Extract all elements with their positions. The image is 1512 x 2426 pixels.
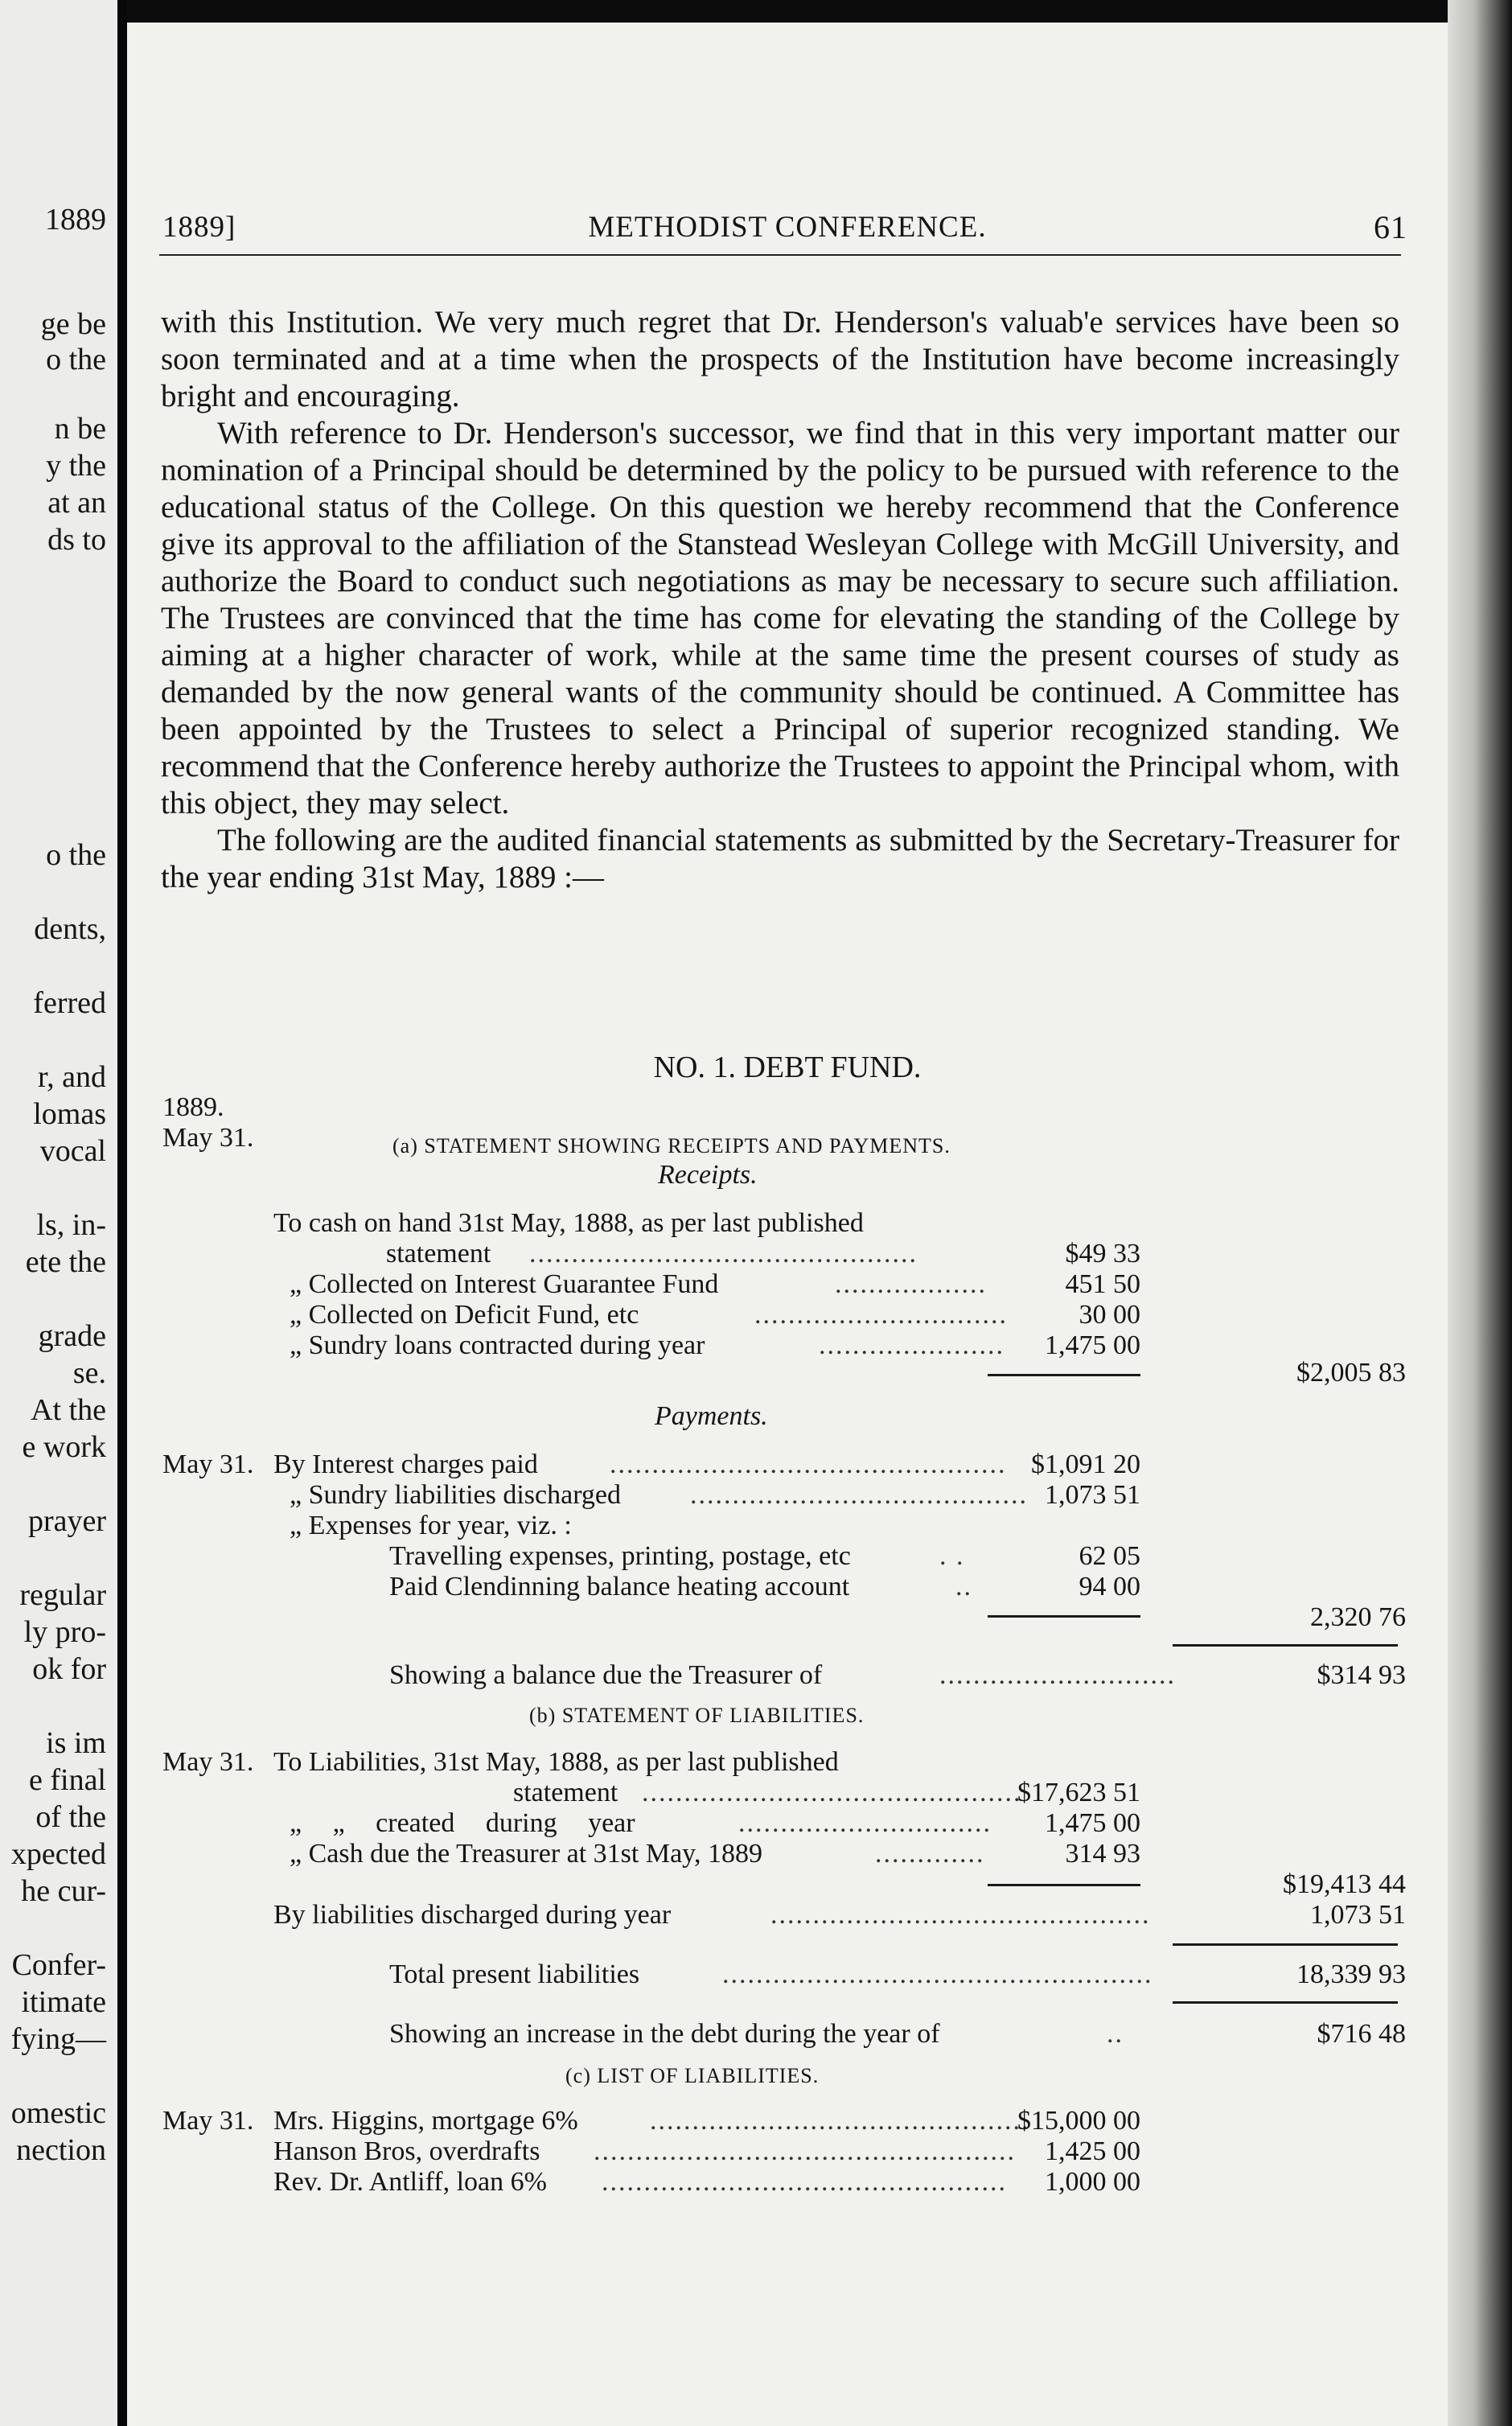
total-label: Total present liabilities [389,1959,640,1989]
liability-list-amount: 1,425 00 [1045,2136,1140,2166]
left-page-fragment: prayer [27,1504,106,1538]
receipt-line: „ Collected on Interest Guarantee Fund [290,1269,719,1299]
discharged-label: By liabilities discharged during year [273,1900,672,1930]
payment-amount: $1,091 20 [1031,1449,1140,1479]
leader-dots: .............................. [738,1808,992,1838]
date-label: May 31. [162,2106,254,2136]
balance-amount: $314 93 [1317,1660,1406,1690]
fund-title: NO. 1. DEBT FUND. [653,1051,922,1084]
discharged-amount: 1,073 51 [1310,1900,1406,1930]
left-page-fragment: vocal [39,1134,106,1168]
year-label: 1889. [162,1092,224,1122]
left-page-fragment: ete the [25,1245,106,1279]
left-page-fragment: ds to [47,523,106,557]
receipts-heading: Receipts. [658,1160,758,1190]
liability-list-amount: 1,000 00 [1045,2167,1140,2197]
leader-dots: ............................ [939,1660,1176,1690]
sum-rule [988,1615,1140,1618]
payment-line: Paid Clendinning balance heating account [389,1572,850,1602]
date-label: May 31. [162,1747,254,1777]
payments-total: 2,320 76 [1310,1602,1406,1632]
receipt-line: „ Sundry loans contracted during year [290,1330,705,1360]
liability-amount: $17,623 51 [1017,1778,1140,1807]
payment-line: „ Expenses for year, viz. : [290,1511,572,1540]
receipt-line: „ Collected on Deficit Fund, etc [290,1300,639,1330]
liability-amount: 1,475 00 [1045,1808,1140,1838]
left-page-fragment: he cur- [21,1874,106,1908]
liability-line: statement [513,1778,618,1807]
date-label: May 31. [162,1123,254,1153]
date-label: May 31. [162,1449,254,1479]
left-page-fragment: is im [46,1726,106,1760]
receipt-amount: 451 50 [1065,1269,1140,1299]
left-page-fragment: grade [38,1319,106,1353]
left-page-fragment: r, and [38,1060,106,1094]
left-page-fragment: At the [31,1393,106,1427]
increase-label: Showing an increase in the debt during the year of [389,2019,940,2049]
left-page-fragment: e work [22,1430,106,1464]
payment-line: Travelling expenses, printing, postage, etc [389,1541,851,1571]
leader-dots: ............. [875,1839,985,1869]
leader-dots: ................................................ [602,2167,1007,2197]
left-page-fragment: o the [46,343,106,376]
leader-dots: ................................................... [722,1959,1153,1989]
leader-dots: .. [955,1572,972,1602]
sum-rule [1173,1644,1398,1647]
left-page-fragment: ls, in- [36,1208,106,1242]
left-page-fragment: o the [46,838,106,872]
liability-amount: 314 93 [1065,1839,1140,1869]
left-page-fragment: Confer- [11,1948,106,1982]
left-page-fragment: ok for [32,1652,106,1686]
receipt-amount: 30 00 [1079,1300,1140,1330]
receipt-line: statement [386,1239,491,1269]
running-head-title: METHODIST CONFERENCE. [588,211,987,244]
leader-dots: .............................. [754,1300,1008,1330]
body-text [161,304,1399,896]
leader-dots: ............................................. [642,1778,1022,1807]
left-page-fragment: ly pro- [23,1615,106,1649]
receipt-amount: $49 33 [1065,1239,1140,1269]
liabilities-subtotal: $19,413 44 [1283,1869,1406,1899]
leader-dots: ............................................... [610,1449,1007,1479]
left-page-fragment: at an [47,486,106,520]
liability-list-item: Hanson Bros, overdrafts [273,2136,540,2166]
left-page-fragment: e final [28,1763,106,1797]
liability-line: „ „ created during year [290,1808,635,1838]
payment-line: By Interest charges paid [273,1449,538,1479]
payment-amount: 94 00 [1079,1572,1140,1602]
leader-dots: ...................... [819,1330,1005,1360]
liability-list-amount: $15,000 00 [1017,2106,1140,2136]
left-page-fragment: ge be [40,307,106,341]
left-page-fragment: fying— [10,2022,106,2056]
sum-rule [988,1374,1140,1376]
left-page-fragment: 1889 [45,203,106,236]
section-b-title: (b) STATEMENT OF LIABILITIES. [529,1704,865,1727]
sum-rule [1173,2001,1398,2004]
leader-dots: . . [939,1541,965,1571]
left-page-fragment: lomas [33,1097,106,1131]
left-page-fragment: regular [19,1578,106,1612]
paragraph: with this Institution. We very much regret that Dr. Henderson's valuab'e services have been so soon terminated and at a time when the prospects of the Institution have become increasingly bright and encouraging. [161,305,1399,413]
left-page-fragment: nection [16,2133,106,2167]
receipts-total: $2,005 83 [1296,1358,1406,1388]
left-facing-page [0,0,117,2426]
receipt-line: To cash on hand 31st May, 1888, as per last published [273,1208,864,1238]
left-page-fragment: ferred [33,986,106,1020]
header-rule [159,254,1401,256]
document-page [127,23,1448,2426]
paragraph: With reference to Dr. Henderson's successor, we find that in this very important matter our nomination of a Principal should be determined by the policy to be pursued with reference to the educational status of the College. On this question we hereby recommend that the Conference give its approval to the affiliation of the Stanstead Wesleyan College with McGill University, and authorize the Board to conduct such negotiations as may be necessary to secure such affiliation. The Trustees are convinced that the time has come for elevating the standing of the College by aiming at a higher character of work, while at the same time the present courses of study as demanded by the now general wants of the community should be continued. A Committee has been appointed by the Trustees to select a Principal of superior recognized standing. We recommend that the Conference hereby authorize the Trustees to appoint the Principal whom, with this object, they may select. [161,416,1399,820]
section-a-title: (a) STATEMENT SHOWING RECEIPTS AND PAYMENTS. [392,1134,951,1157]
sum-rule [988,1884,1140,1886]
balance-label: Showing a balance due the Treasurer of [389,1660,823,1690]
paragraph: The following are the audited financial statements as submitted by the Secretary-Treasurer for the year ending 31st May, 1889 :— [161,823,1399,894]
payment-amount: 62 05 [1079,1541,1140,1571]
left-page-fragment: omestic [10,2096,106,2130]
book-gutter [117,0,127,2426]
section-c-title: (c) LIST OF LIABILITIES. [565,2064,820,2087]
running-head-year: 1889] [162,211,236,244]
left-page-fragment: itimate [21,1985,106,2019]
liability-line: To Liabilities, 31st May, 1888, as per last published [273,1747,839,1777]
leader-dots: .................. [835,1269,987,1299]
payment-amount: 1,073 51 [1045,1480,1140,1510]
leader-dots: .................................................. [594,2136,1016,2166]
page-edge [1448,0,1512,2426]
leader-dots: ........................................ [690,1480,1028,1510]
liability-list-item: Rev. Dr. Antliff, loan 6% [273,2167,547,2197]
leader-dots: .. [1107,2019,1124,2049]
liability-list-item: Mrs. Higgins, mortgage 6% [273,2106,578,2136]
payment-line: „ Sundry liabilities discharged [290,1480,622,1510]
total-amount: 18,339 93 [1296,1959,1406,1989]
page-number: 61 [1374,209,1407,245]
left-page-fragment: n be [54,412,106,446]
liability-line: „ Cash due the Treasurer at 31st May, 1889 [290,1839,762,1869]
left-page-fragment: of the [35,1800,106,1834]
left-page-fragment: se. [72,1356,106,1390]
increase-amount: $716 48 [1317,2019,1406,2049]
sum-rule [1173,1943,1398,1946]
leader-dots: ............................................. [650,2106,1030,2136]
left-page-fragment: y the [46,449,106,483]
leader-dots: ............................................. [770,1900,1151,1930]
receipt-amount: 1,475 00 [1045,1330,1140,1360]
leader-dots: .............................................. [529,1239,918,1269]
payments-heading: Payments. [655,1401,768,1431]
left-page-fragment: xpected [10,1837,106,1871]
left-page-fragment: dents, [34,912,106,946]
